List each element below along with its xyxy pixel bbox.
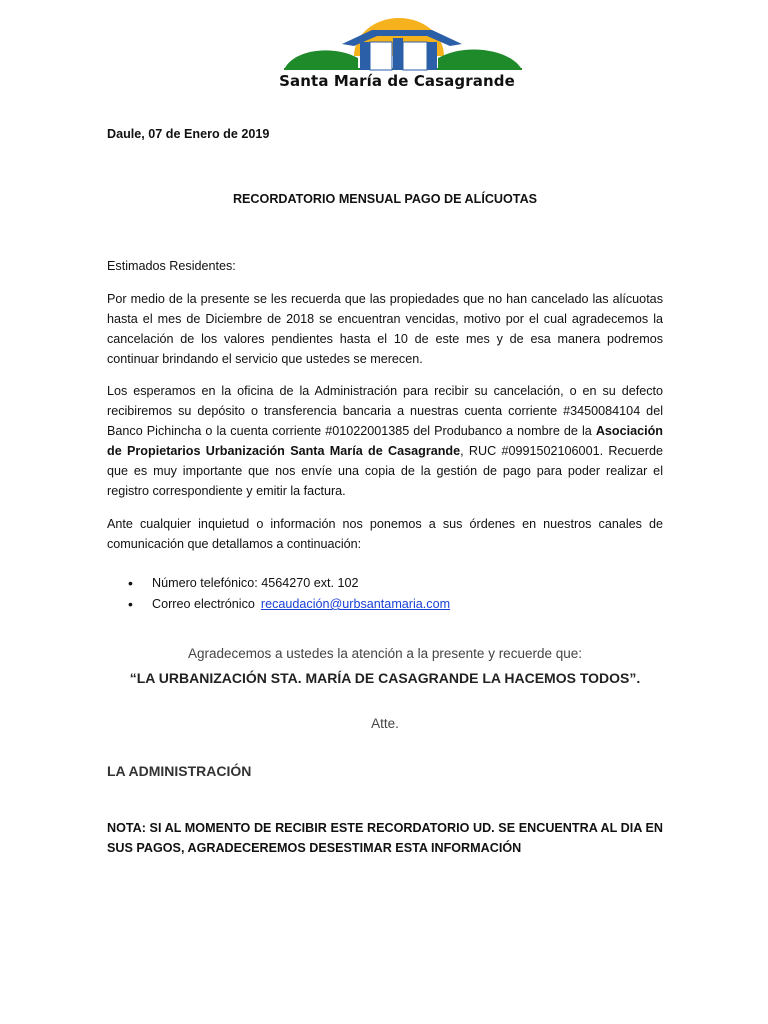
letter-title: RECORDATORIO MENSUAL PAGO DE ALÍCUOTAS xyxy=(232,192,538,206)
bullet-icon: • xyxy=(128,575,133,591)
logo-wall-right xyxy=(403,42,427,70)
email-link[interactable]: recaudación@urbsantamaria.com xyxy=(260,597,451,611)
slogan: “LA URBANIZACIÓN STA. MARÍA DE CASAGRANDE LA HACEMOS TODOS”. xyxy=(129,670,641,686)
logo-wall-left xyxy=(370,42,392,70)
contact-phone-item xyxy=(128,573,450,594)
contact-email-item xyxy=(128,594,450,615)
brand-name: Santa María de Casagrande xyxy=(279,72,515,90)
bullet-icon: • xyxy=(128,596,133,612)
note: NOTA: SI AL MOMENTO DE RECIBIR ESTE RECORDATORIO UD. SE ENCUENTRA AL DIA EN SUS PAGOS, AGRADECEREMOS DESESTIMAR ESTA INFORMACIÓN xyxy=(107,821,663,855)
logo-pillar-right xyxy=(427,42,437,70)
sign-off: Atte. xyxy=(371,716,399,731)
letter-date: Daule, 07 de Enero de 2019 xyxy=(107,127,270,141)
paragraph-contact: Ante cualquier inquietud o información nos ponemos a sus órdenes en nuestros canales de comunicación que detallamos a continuación: xyxy=(107,517,663,551)
logo-pillar-mid xyxy=(393,38,403,70)
closing-line: Agradecemos a ustedes la atención a la presente y recuerde que: xyxy=(188,646,582,661)
paragraph-payment xyxy=(107,381,663,501)
contact-list xyxy=(128,573,450,615)
signature: LA ADMINISTRACIÓN xyxy=(107,763,252,779)
logo-hill-left xyxy=(284,50,358,70)
paragraph-reminder: Por medio de la presente se les recuerda que las propiedades que no han cancelado las alícuotas hasta el mes de Diciembre de 2018 se encuentran vencidas, motivo por el cual agradecemos la cancelación de los valores pendientes hasta el 10 de este mes y de esa manera podremos continuar brindando el servicio que ustedes se merecen. xyxy=(107,292,663,366)
association-name: Asociación de Propietarios Urbanización Santa María de Casagrande xyxy=(107,424,663,458)
logo-hill-right xyxy=(438,49,522,70)
paragraph-payment-text-2: , RUC #0991502106001. Recuerde que es muy importante que nos envíe una copia de la gestión de pago para poder realizar el registro correspondiente y emitir la factura. xyxy=(107,444,663,498)
contact-email-label: Correo electrónico xyxy=(152,597,255,611)
contact-phone: Número telefónico: 4564270 ext. 102 xyxy=(152,576,359,590)
logo-pillar-left xyxy=(360,42,370,70)
paragraph-payment-text-1: Los esperamos en la oficina de la Administración para recibir su cancelación, o en su defecto recibiremos su depósito o transferencia bancaria a nuestras cuenta corriente #3450084104 del Banco Pichincha o la cuenta corriente #01022001385 del Produbanco a nombre de la xyxy=(107,384,663,438)
letter-greeting: Estimados Residentes: xyxy=(107,259,236,273)
